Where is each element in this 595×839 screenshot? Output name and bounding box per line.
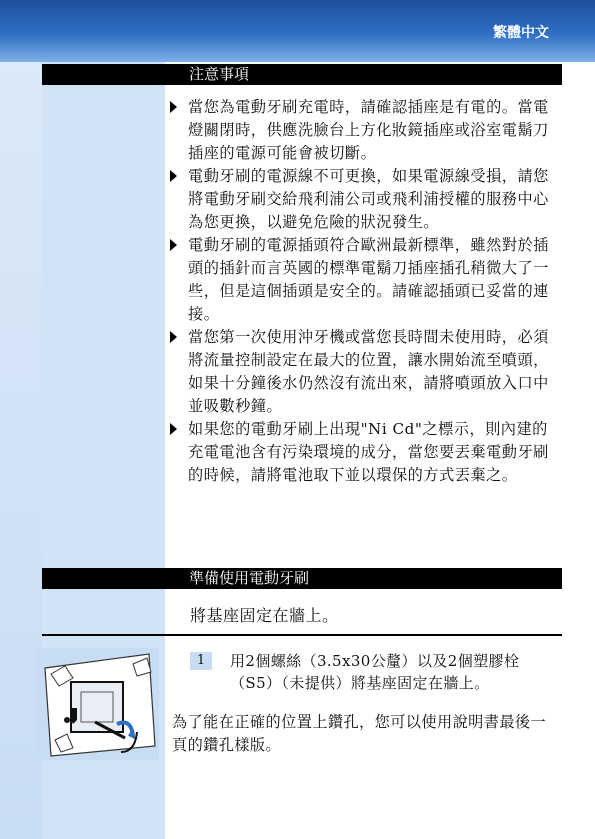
list-item xyxy=(168,96,553,165)
warning-text: 當您為電動牙刷充電時，請確認插座是有電的。當電燈關閉時，供應洗臉台上方化妝鏡插座或浴室電鬍刀插座的電源可能會被切斷。 xyxy=(188,98,549,162)
language-label: 繁體中文 xyxy=(493,25,549,41)
section-title-warnings: 注意事項 xyxy=(189,65,250,83)
step-1 xyxy=(190,650,560,694)
section-heading-warnings xyxy=(42,64,562,85)
list-item xyxy=(168,234,553,326)
bullet-marker-icon xyxy=(170,423,177,435)
drilling-template-note: 為了能在正確的位置上鑽孔，您可以使用說明書最後一頁的鑽孔樣版。 xyxy=(172,713,547,754)
warnings-list xyxy=(168,96,553,487)
step-number: 1 xyxy=(190,652,212,670)
wall-mount-illustration xyxy=(37,648,159,760)
prepare-subtitle: 將基座固定在牆上。 xyxy=(190,606,339,625)
bullet-marker-icon xyxy=(170,331,177,343)
bullet-marker-icon xyxy=(170,239,177,251)
bullet-marker-icon xyxy=(170,170,177,182)
list-item xyxy=(168,418,553,487)
warning-text: 電動牙刷的電源線不可更換，如果電源線受損，請您將電動牙刷交給飛利浦公司或飛利浦授權的服務中心為您更換，以避免危險的狀況發生。 xyxy=(188,167,549,231)
warning-text: 電動牙刷的電源插頭符合歐洲最新標準，雖然對於插頭的插針而言英國的標準電鬍刀插座插孔稍微大了一些，但是這個插頭是安全的。請確認插頭已妥當的連接。 xyxy=(188,236,549,323)
list-item xyxy=(168,165,553,234)
wall-mount-drawing-icon xyxy=(37,648,159,760)
section-heading-prepare xyxy=(42,568,562,589)
list-item xyxy=(168,326,553,418)
warning-text: 當您第一次使用沖牙機或當您長時間未使用時，必須將流量控制設定在最大的位置，讓水開始流至噴頭，如果十分鐘後水仍然沒有流出來，請將噴頭放入口中並吸數秒鐘。 xyxy=(188,328,549,415)
section-title-prepare: 準備使用電動牙刷 xyxy=(189,569,310,587)
divider xyxy=(42,634,562,636)
warning-text: 如果您的電動牙刷上出現"Ni Cd"之標示，則內建的充電電池含有污染環境的成分，當您要丟棄電動牙刷的時候，請將電池取下並以環保的方式丟棄之。 xyxy=(188,420,549,484)
step-text: 用2個螺絲（3.5x30公釐）以及2個塑膠栓（S5）（未提供）將基座固定在牆上。 xyxy=(230,652,520,692)
bullet-marker-icon xyxy=(170,101,177,113)
header-band xyxy=(0,0,595,62)
